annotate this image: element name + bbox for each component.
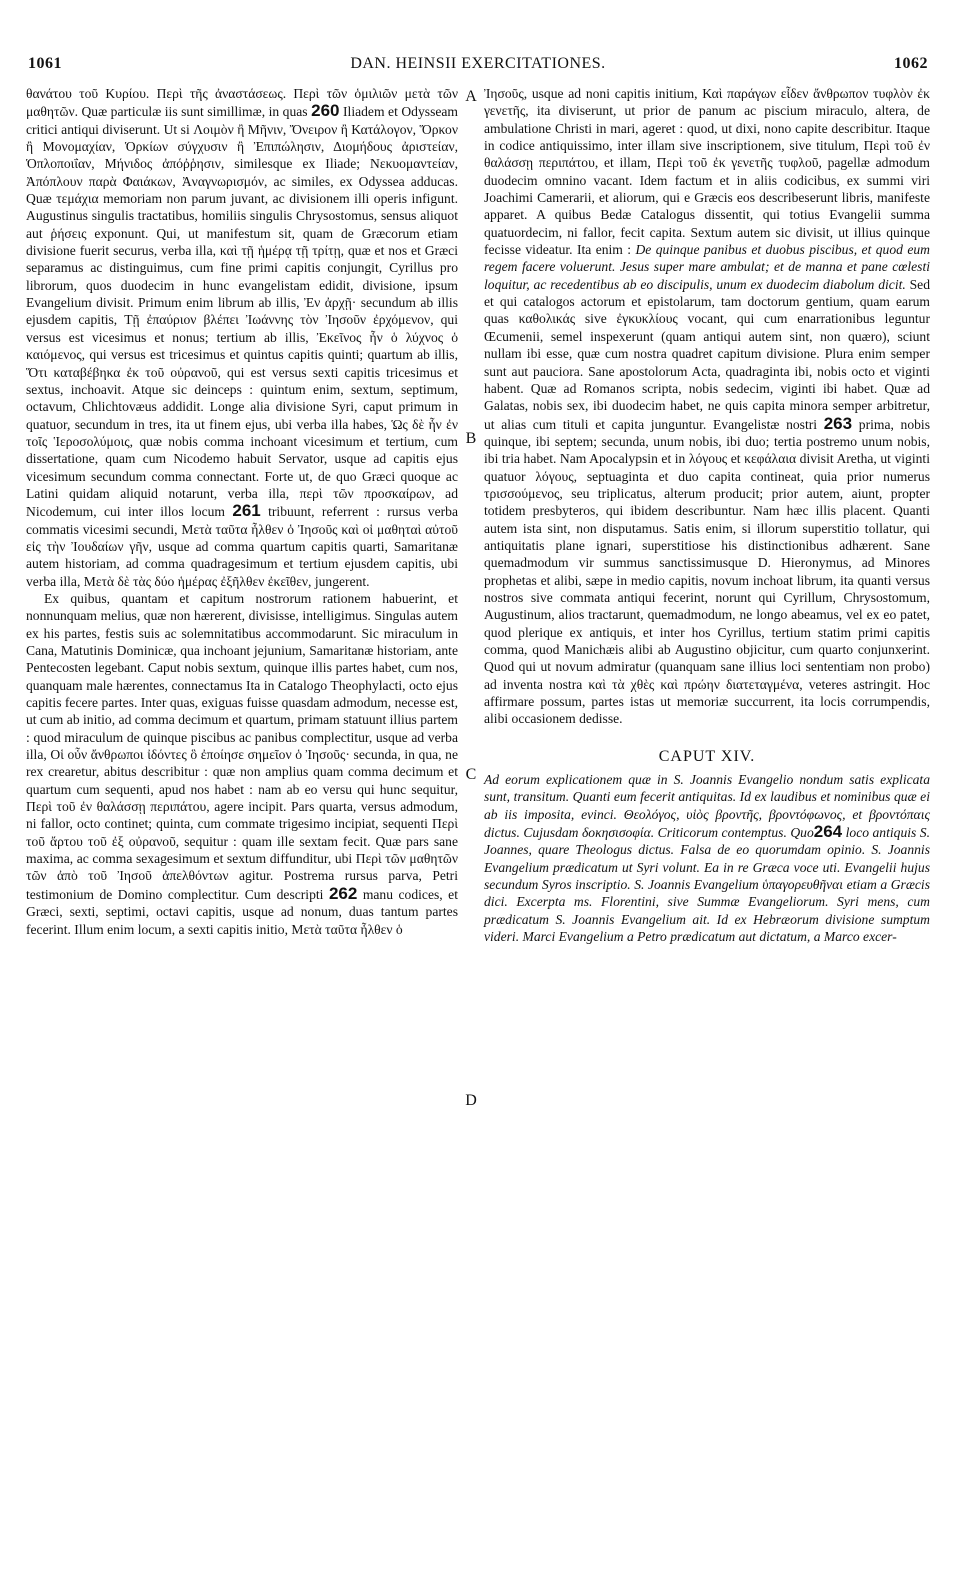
right-text-1b: Sed et qui catalogos actorum et epistolarum, tam doctorum gentium, quam earum quas καθολικάς sive ἐγκυκλίους vocant, qui cum enarrationibus leguntur Œcumenii, semel inspexerunt (quam antiqui autem sint, non quæro), sciunt nullam ibi esse, quæ cum nostra quadret capitum divisione. Plura enim semper sunt aut pauciora. Sane apostolorum Acta, quadraginta ibi, nobis octo et viginti habent. Quæ ad Romanos scripta, nobis sedecim, viginti ibi habet. Quæ ad Galatas, nobis sex, ibi duodecim habet, ne quis capita minora semper arbitretur, ut alias cum tituli et capita junguntur. Evangelistæ nostri <box>484 276 931 432</box>
left-paragraph-2 <box>26 590 458 938</box>
chapter-heading: CAPUT XIV. <box>658 747 756 765</box>
running-header <box>28 55 928 81</box>
page-number-left: 1061 <box>28 55 62 72</box>
right-text-italic-quote: De quinque panibus et duobus piscibus, et quod eum regem facere voluerunt. Jesus super mare ambulat; et de manna et pane cœlesti loquitur, ac recedentibus ab eo discipulis, unum ex duodecim diabolum dicit. <box>484 242 930 292</box>
column-letter-b: B <box>465 430 477 447</box>
right-text-1c: prima, nobis quinque, ibi septem; secunda, unum nobis, ibi duo; tertia postremo unum nobis, ibi tria habet. Nam Apocalypsin et in λόγους et κεφάλαια divisit Aretha, ut viginti quatuor λόγους, septuaginta et duo capita contineat, quia prior numerus τρισσούμενος, seu triplicatus, alterum producit; prior autem, aiunt, propter totidem presbyteros, qui ibidem describuntur. Nam hæc illis placent. Quanti autem ista sint, non disputamus. Satis enim, si illorum superstitio tollatur, qui antiquitatis plane ignari, superstitiose his distinctionibus adhærent. Sane quemadmodum vir summus sanctissimusque D. Hieronymus, ad Minores prophetas et alibi, sæpe in medio capitis, novum inchoat librum, ita quanti versus nostros sive commata antiqui fecerint, norunt qui Cyrillum, Chrysostomum, Augustinum, alios tractarunt, quemadmodum, ne longo abeamus, vel ex eo patet, quod plerique ex antiquis, et inter hos Cyrillus, tertium statim primi capitis comma, quod Manichæis alibi ab Augustino objicitur, cum quarto conjunxerint. Quod qui ut novum admiratur (quanquam sane illius loci sententiam non probo) ad inventa nostra καὶ τὰ χθὲς καὶ πρώην διατεταγμένα, veteres astringit. Hoc affirmare possum, partes istas ut memoriæ succurrent, ita locis corrumpendis, alibi occasionem dedisse. <box>484 416 930 727</box>
column-letter-a: A <box>465 88 477 105</box>
right-text-1a: Ἰησοῦς, usque ad noni capitis initium, Καὶ παράγων εἶδεν ἄνθρωπον τυφλὸν ἐκ γενετῆς, ita diviserunt, ut prior de panum ac piscium miraculo, altera, de ambulatione Christi in mari, ageret : quod, ut dixi, nono capite describitur. Itaque in codice antiquissimo, inter illam sive inscriptionem, sive titulum, Περὶ τοῦ ἐν θαλάσσῃ περιπάτου, et illam, Περὶ τοῦ ἐκ γενετῆς τυφλοῦ, pagellæ admodum duodecim omnino vacant. Idem factum et in aliis codicibus, ex summi viri Joachimi Camerarii, et aliorum, qui e Græcis eos describeserunt libris, manifeste apparet. A quibus Bedæ Catalogus dissentit, qui totius Evangelii summa quatuordecim, ni fallor, fecit capita. Sextum autem sic divisit, ut illius quinque fecisse videatur. Ita enim : <box>484 86 930 258</box>
left-column <box>26 85 458 938</box>
right-column <box>484 85 930 946</box>
margin-number-260: 260 <box>311 101 340 121</box>
column-letter-c: C <box>465 766 477 783</box>
margin-number-263: 263 <box>823 413 853 433</box>
left-paragraph-1 <box>26 85 458 590</box>
margin-number-262: 262 <box>328 883 358 903</box>
chapter-summary-b: loco antiquis S. Joannes, quare Theologus dictus. Falsa de eo quorumdam opinio. S. Joannis Evangelium prædicatum ut Syri volunt. Ea in re Græca voce uti. Evangelii hujus secundum Syros inscriptio. S. Joannis Evangelium ὑπαγορευθῆναι etiam a Græcis dici. Excerpta ms. Florentini, sive Summæ Evangeliorum. Syri mens, cum prædicatum S. Joannis Evangelium ait. Id ex Hebræorum divisione sumptum videri. Marci Evangelium a Petro prædicatum aut dictatum, a Marco excer- <box>484 825 930 945</box>
margin-number-264: 264 <box>813 822 843 842</box>
left-text-1a: θανάτου τοῦ Κυρίου. Περὶ τῆς ἀναστάσεως. Περὶ τῶν ὁμιλιῶν μετὰ τῶν μαθητῶν. Quæ particulæ iis sunt simillimæ, in quas <box>26 86 458 120</box>
right-paragraph-1 <box>484 85 930 728</box>
chapter-summary <box>484 771 930 945</box>
running-title: DAN. HEINSII EXERCITATIONES. <box>350 55 606 72</box>
page-number-right: 1062 <box>894 55 928 72</box>
chapter-summary-a: Ad eorum explicationem quæ in S. Joannis Evangelio nondum satis explicata sunt, transitum. Quanti eum fecerit antiquitas. Id ex laudibus et nominibus quæ ei ab iis imposita, evinci. Θεολόγος, υἱὸς βροντῆς, βροντόφωνος, et βροντόπαις dictus. Cujusdam δοκησισοφία. Criticorum contemptus. Quo <box>484 772 930 841</box>
margin-number-261: 261 <box>232 501 261 521</box>
left-text-2b: manu codices, et Græci, sexti, septimi, octavi capitis, usque ad nonum, duas tantum partes fecerint. Illum enim locum, a sexti capitis initio, Μετὰ ταῦτα ἦλθεν ὁ <box>26 886 458 937</box>
left-text-1c: tribuunt, referrent : rursus verba commatis vicesimi secundi, Μετὰ ταῦτα ἦλθεν ὁ Ἰησοῦς καὶ οἱ μαθηταὶ αὐτοῦ εἰς τὴν Ἰουδαίων γῆν, usque ad comma quartum capitis quarti, Samaritanæ autem historiam, ad comma quadragesimum et tertium ejusdem capitis, ubi verba illa, Μετὰ δὲ τὰς δύο ἡμέρας ἐξῆλθεν ἐκεῖθεν, jungerent. <box>26 504 458 589</box>
left-text-1b: Iliadem et Odysseam critici antiqui diviserunt. Ut si Λοιμὸν ἢ Μῆνιν, Ὄνειρον ἢ Κατάλογον, Ὅρκον ἢ Μονομαχίαν, Ὁρκίων σύγχυσιν ἢ Ἐπιπώλησιν, Διομήδους ἀριστείαν, Ὁπλοποιΐαν, Μήνιδος ἀπόῤῥησιν, similesque ex Iliade; Νεκυομαντείαν, Ἀπόπλουν παρὰ Φαιάκων, Ἀναγνωρισμόν, ac similes, ex Odyssea adducas. Quæ τεμάχια memoriam non parum juvant, ac divisionem illi operis infigunt. Augustinus singulis tractatibus, homiliis singulis Chrysostomus, sensus aliquot aut ῥήσεις exponunt. Qui, ut manifestum sit, quam de Græcorum etiam divisione fuerit securus, verba illa, καὶ τῇ ἡμέρᾳ τῇ τρίτῃ, quæ et nos et Græci separamus ac distinguimus, cum fine primi capitis conjungit, Cyrillus pro librorum, quos duodecim in hunc evangelistam edidit, divisione, ipsum Evangelium divisit. Primum enim librum ab illis, Ἐν ἀρχῇ· secundum ab illis ejusdem capitis, Τῇ ἐπαύριον βλέπει Ἰωάννης τὸν Ἰησοῦν ἐρχόμενον, qui versus est vicesimus et nonus; tertium ab illis, Ἐκεῖνος ἦν ὁ λύχνος ὁ καιόμενος, qui versus est tricesimus et quintus capitis quinti; quartum ab illis, Ὅτι καταβέβηκα ἐκ τοῦ οὐρανοῦ, qui est versus sexti capitis tricesimus et sextus, inchoavit. Atque sic deinceps : quintum enim, sextum, septimum, octavum, Chlichtovæus addidit. Longe alia divisione Syri, caput primum in quatuor, secundum in tres, ita ut finem ejus, ubi verba illa habes, Ὡς δὲ ἦν ἐν τοῖς Ἱεροσολύμοις, quæ nobis comma inchoant vicesimum et tertium, cum dissertatione, quam cum Nicodemo habuit Servator, usque ad capitis ejus vicesimum secundum comma connectant. Forte ut, de quo Græci quoque ac Latini quidam aliquid notarunt, verba illa, περὶ τῶν προσκαίρων, ad Nicodemum, cui inter illos locum <box>26 104 458 520</box>
column-letter-d: D <box>465 1092 477 1109</box>
left-text-2a: Ex quibus, quantam et capitum nostrorum rationem habuerint, et nonnunquam melius, quæ non hærerent, divisisse, intelligimus. Singulas autem ex his partes, festis suis ac solemnitatibus accommodarunt. Sic miraculum in Cana, Matutinis Dominicæ, qua inchoant jejunium, Samaritanæ historiam, ante Pentecosten legebant. Caput nobis sextum, quinque illis partes habet, cum nos, quanquam male hærentes, connectamus Ita in Catalogo Theophylacti, octo ejus capitis fecere partes. Inter quas, exiguas fuisse quasdam admodum, necesse est, ut cum ab initio, ad comma decimum et quartum, primam statuunt illius partem : quod miraculum de quinque piscibus ac panibus complectitur, usque ad verba illa, Οἱ οὖν ἄνθρωποι ἰδόντες ὃ ἐποίησε σημεῖον ὁ Ἰησοῦς· secunda, in qua, ne rex crearetur, abitus describitur : quæ non amplius quam comma decimum et quartum cum sequenti, apud nos habet : nam ab eo versu qui hunc sequitur, Περὶ τοῦ ἐν θαλάσσῃ περιπάτου, agere incipit. Pars quarta, versus admodum, ni fallor, octo continet; quinta, cum commate trigesimo incipiat, sequenti Περὶ τοῦ ἄρτου τοῦ ἐξ οὐρανοῦ, sequitur : quam ille sextam fecit. Quæ pars sane maxima, ac comma sexagesimum et sextum diffunditur, ubi Περὶ τῶν μαθητῶν τῶν ἀπὸ τοῦ Ἰησοῦ ἀπελθόντων agitur. Postrema rursus parva, Petri testimonium de Domino complectitur. Cum descripti <box>26 590 458 902</box>
